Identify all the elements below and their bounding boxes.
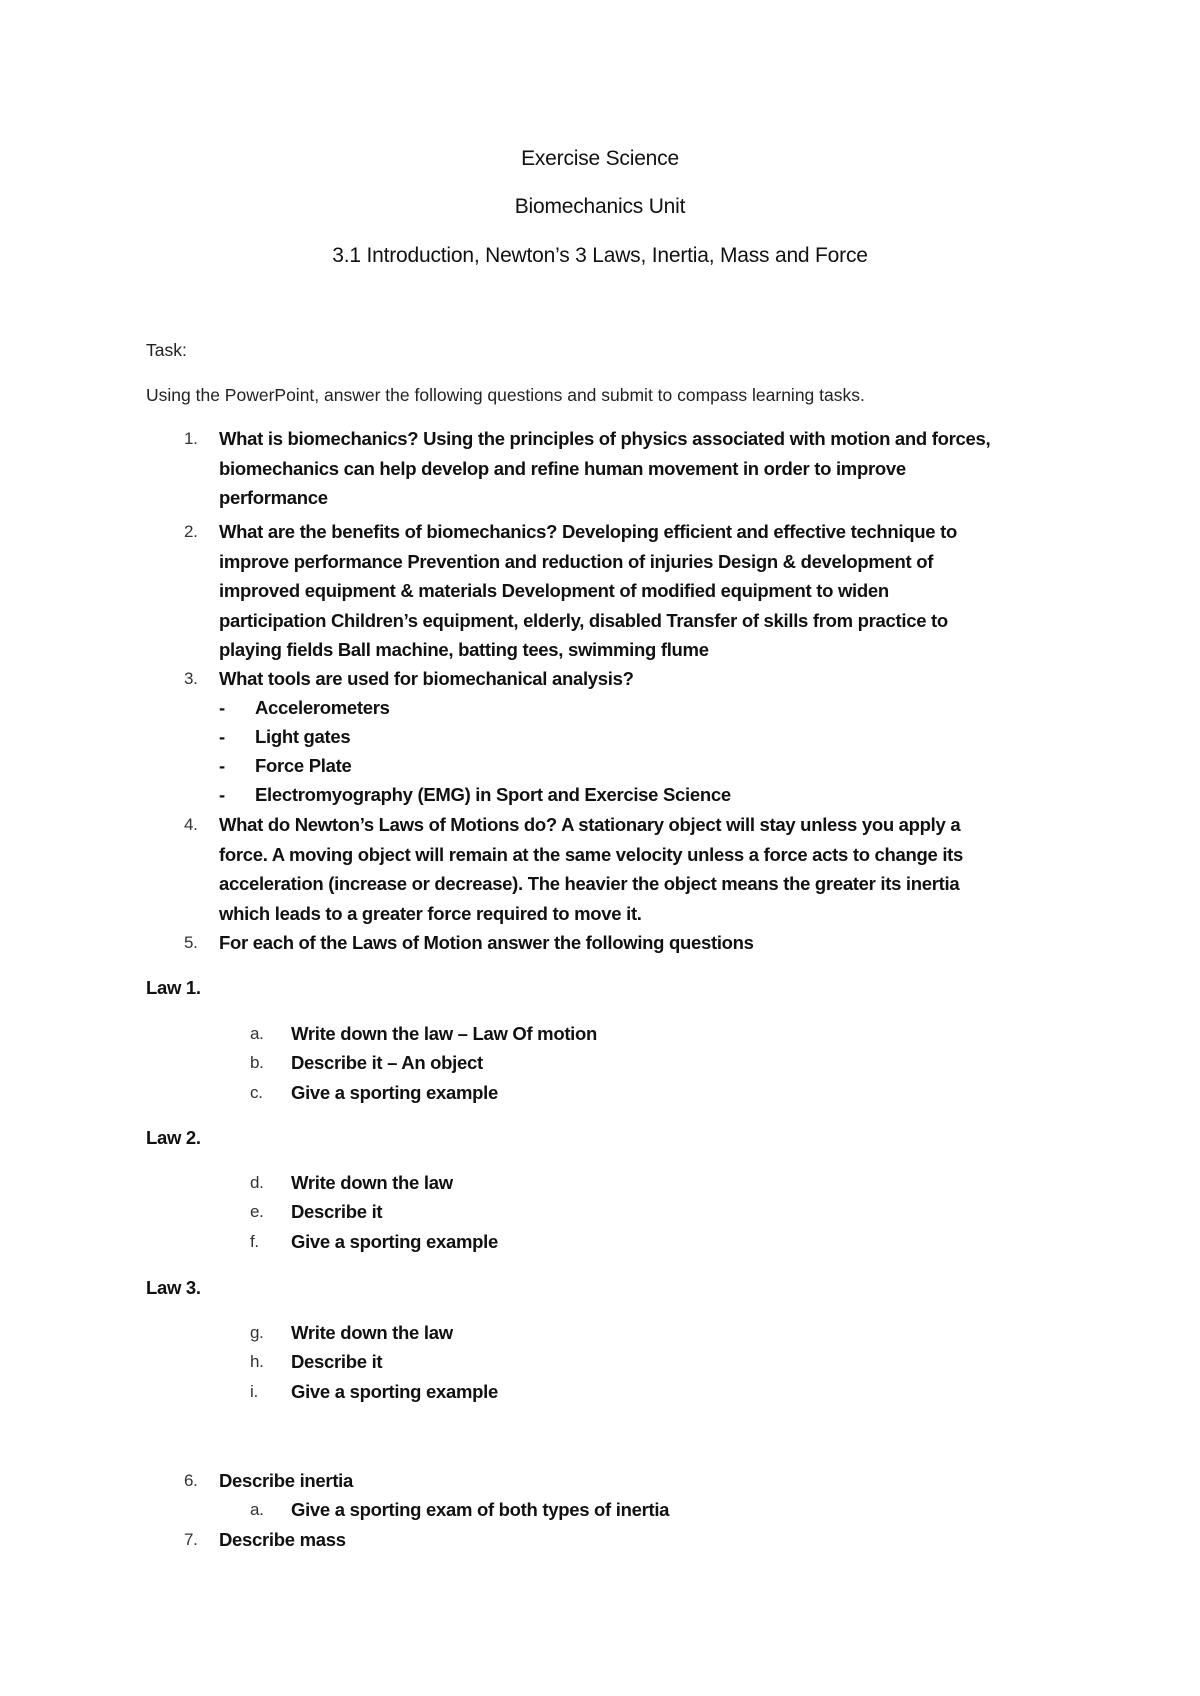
question-line: improve performance Prevention and reduction of injuries Design & development of: [219, 550, 934, 572]
section-title: 3.1 Introduction, Newton’s 3 Laws, Inertia, Mass and Force: [332, 244, 868, 267]
question-line: What is biomechanics? Using the principles of physics associated with motion and forces,: [219, 428, 991, 449]
task-label: Task:: [146, 340, 187, 360]
law-sub-item: [250, 1227, 498, 1257]
law-sub-item: [250, 1377, 498, 1407]
question-line: For each of the Laws of Motion answer the following questions: [219, 932, 754, 953]
question-number: 7.: [184, 1530, 198, 1549]
question-5: [146, 928, 1076, 958]
sub-text: Write down the law – Law Of motion: [291, 1023, 598, 1044]
question-line: playing fields Ball machine, batting tees, swimming flume: [219, 639, 709, 660]
law-sub-item: [250, 1168, 453, 1198]
law-sub-item: [250, 1019, 597, 1049]
sub-text: Write down the law: [291, 1322, 453, 1343]
sub-marker: g.: [250, 1323, 264, 1342]
document-title: Exercise Science: [521, 147, 679, 170]
sub-marker: a.: [250, 1500, 264, 1519]
sub-text: Write down the law: [291, 1172, 453, 1193]
dash-bullet: -: [219, 726, 225, 747]
sub-marker: e.: [250, 1202, 264, 1221]
sub-marker: a.: [250, 1024, 264, 1043]
sub-text: Give a sporting example: [291, 1381, 498, 1402]
question-number: 1.: [184, 429, 198, 448]
law-sub-item: [250, 1347, 382, 1377]
question-2: [146, 517, 1076, 665]
sub-marker: h.: [250, 1352, 264, 1371]
law-3-label: Law 3.: [146, 1277, 201, 1298]
sub-text: Give a sporting exam of both types of inertia: [291, 1499, 670, 1520]
question-line: performance: [219, 487, 328, 508]
tool-item: [219, 722, 350, 752]
sub-text: Give a sporting example: [291, 1082, 498, 1103]
sub-text: Give a sporting example: [291, 1231, 498, 1252]
question-number: 6.: [184, 1471, 198, 1490]
question-number: 3.: [184, 669, 198, 688]
tool-text: Electromyography (EMG) in Sport and Exercise Science: [255, 784, 731, 805]
dash-bullet: -: [219, 697, 225, 718]
question-line: Describe inertia: [219, 1470, 354, 1491]
sub-text: Describe it – An object: [291, 1052, 483, 1073]
question-1: [146, 424, 1076, 513]
tool-item: [219, 751, 351, 781]
law-sub-item: [250, 1078, 498, 1108]
question-line: What tools are used for biomechanical analysis?: [219, 668, 634, 689]
question-3: [146, 664, 1076, 694]
law-1-label: Law 1.: [146, 977, 201, 998]
sub-text: Describe it: [291, 1201, 383, 1222]
tool-text: Force Plate: [255, 755, 352, 776]
question-number: 4.: [184, 815, 198, 834]
question-7: [146, 1525, 1076, 1555]
question-4: [146, 810, 1076, 928]
sub-marker: i.: [250, 1382, 258, 1401]
law-sub-item: [250, 1197, 382, 1227]
question-line: What are the benefits of biomechanics? Developing efficient and effective technique to: [219, 521, 957, 542]
dash-bullet: -: [219, 784, 225, 805]
tool-item: [219, 780, 731, 810]
tool-text: Accelerometers: [255, 697, 390, 718]
question-line: participation Children’s equipment, elderly, disabled Transfer of skills from practice to: [219, 609, 948, 631]
question-line: What do Newton’s Laws of Motions do? A stationary object will stay unless you apply a: [219, 814, 961, 835]
sub-marker: f.: [250, 1232, 259, 1251]
sub-marker: c.: [250, 1083, 263, 1102]
question-line: improved equipment & materials Development of modified equipment to widen: [219, 580, 889, 601]
tool-text: Light gates: [255, 726, 351, 747]
sub-marker: d.: [250, 1173, 264, 1192]
question-line: force. A moving object will remain at the same velocity unless a force acts to change its: [219, 843, 964, 865]
question-6: [146, 1466, 1076, 1496]
question-line: acceleration (increase or decrease). The heavier the object means the greater its inertia: [219, 873, 960, 894]
question-line: biomechanics can help develop and refine human movement in order to improve: [219, 457, 906, 479]
law-sub-item: [250, 1048, 483, 1078]
unit-title: Biomechanics Unit: [514, 195, 686, 218]
question-line: which leads to a greater force required to move it.: [219, 902, 642, 924]
inertia-sub-item: [250, 1495, 669, 1525]
task-instructions: Using the PowerPoint, answer the following questions and submit to compass learning tasks.: [146, 385, 865, 405]
question-number: 2.: [184, 522, 198, 541]
tool-item: [219, 693, 390, 723]
dash-bullet: -: [219, 755, 225, 776]
sub-text: Describe it: [291, 1351, 383, 1372]
law-sub-item: [250, 1318, 453, 1348]
question-number: 5.: [184, 933, 198, 952]
law-2-label: Law 2.: [146, 1127, 201, 1148]
question-line: Describe mass: [219, 1529, 346, 1550]
sub-marker: b.: [250, 1053, 264, 1072]
